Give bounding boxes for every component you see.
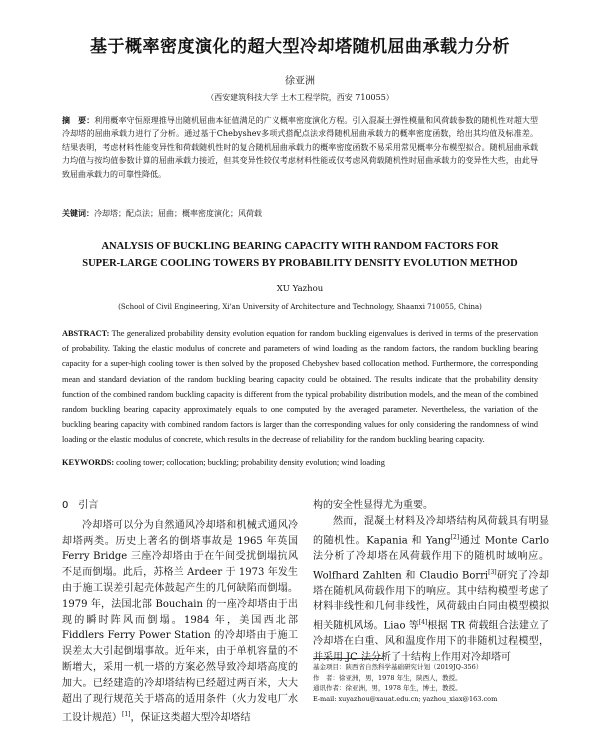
english-author: XU Yazhou bbox=[276, 284, 324, 294]
body-right-column bbox=[313, 498, 549, 666]
english-title-line-1: ANALYSIS OF BUCKLING BEARING CAPACITY WITH RANDOM FACTORS FOR bbox=[101, 241, 499, 252]
intro-paragraph-2-part-b: 通过 Monte Carlo 法分析了冷却塔在风荷载作用下的随机时域响应。Wolfhard Zahlten 和 Claudio Borri bbox=[313, 534, 550, 581]
chinese-abstract-label: 摘 要： bbox=[62, 115, 95, 125]
english-keywords-text: cooling tower; collocation; buckling; probability density evolution; wind loading bbox=[116, 458, 385, 467]
body-left-column bbox=[62, 498, 298, 726]
english-title bbox=[40, 238, 560, 272]
chinese-keywords-label: 关键词： bbox=[62, 208, 94, 218]
intro-paragraph-1-text: 冷却塔可以分为自然通风冷却塔和机械式通风冷却塔两类。历史上著名的倒塔事故是 1965 年英国 Ferry Bridge 三座冷却塔由于在午间受扰倒塌抗风不足而倒塌。此后，苏格兰 Ardeer 于 1973 年发生由于施工误差引起壳体鼓起产生的几何缺陷而倒塌。1979 年，法国北部 Bouchain 的一座冷却塔由于出现的瞬时阵风而倒塌。1984 年，美国西北部 Fiddlers Ferry Power Station 的冷却塔由于施工误差太大引起倒塌事故。近年来，由于单机容量的不断增大，采用一机一塔的方案必然导致冷却塔高度的加大。已经建造的冷却塔结构已经超过两百米，大大超出了现行规范关于塔高的适用条件（火力发电厂水工设计规范） bbox=[62, 519, 298, 724]
chinese-abstract-text: 利用概率守恒原理推导出随机屈曲本征值满足的广义概率密度演化方程。引入混凝土弹性模量和风荷载参数的随机性对超大型冷却塔的屈曲承载力进行了分析。通过基于Chebyshev多项式搭配点法求得随机屈曲承载力的概率密度函数，给出其均值及标准差。结果表明，考虑材料性能变异性和荷载随机性时的复合随机屈曲承载力的概率密度函数不易采用常见概率分布模型拟合。随机屈曲承载力均值与按均值参数计算的屈曲承载力接近，但其变异性较仅考虑材料性能或仅考虑风荷载随机性时屈曲承载力的变异性大些，由此导致屈曲承载力的可靠性降低。 bbox=[62, 116, 538, 179]
intro-paragraph-2-part-d: 根据 TR 荷载组合法建立了冷却塔在白重、风和温度作用下的非随机过程模型，并采用 JC 法分析了十结构上作用对冷却塔可 bbox=[313, 620, 550, 664]
footnote-funding: 基金项目：陕西省自然科学基础研究计划（2019JQ-356） bbox=[313, 663, 483, 671]
english-abstract-label: ABSTRACT: bbox=[62, 329, 110, 338]
intro-paragraph-2 bbox=[313, 514, 549, 666]
footnote-email: E-mail: xuyazhou@xauat.edu.cn; yazhou_xiax@163.com bbox=[313, 694, 498, 703]
footnote-author: 作 者：徐亚洲，男，1978 年生，陕西人，教授。 bbox=[313, 673, 462, 682]
section-heading-introduction: 0 引言 bbox=[62, 500, 99, 511]
chinese-keywords-text: 冷却塔；配点法；屈曲；概率密度演化；风荷载 bbox=[94, 209, 262, 218]
citation-ref-2[interactable]: [2] bbox=[450, 533, 460, 541]
citation-ref-1[interactable]: [1] bbox=[122, 711, 131, 719]
citation-ref-4[interactable]: [4] bbox=[418, 619, 428, 627]
chinese-keywords bbox=[62, 208, 538, 219]
intro-paragraph-1-tail: ，保证这类超大型冷却塔结 bbox=[130, 712, 251, 724]
citation-ref-3[interactable]: [3] bbox=[488, 568, 497, 576]
english-keywords-label: KEYWORDS: bbox=[62, 458, 115, 467]
intro-paragraph-1 bbox=[62, 518, 298, 727]
footnote-divider bbox=[313, 658, 383, 659]
english-keywords bbox=[62, 458, 538, 467]
english-abstract-text: The generalized probability density evolution equation for random buckling eigenvalues is derived in terms of the preservation of probability. Taking the elastic modulus of concrete and parameters of wind loading as the random factors, the random buckling bearing capacity for a super-high cooling tower is then solved by the proposed Chebyshev based collocation method. Furthermore, the corresponding mean and standard deviation of the random buckling bearing capacity could be obtained. The results indicate that the probability density function of the combined random buckling capacity is different from the typical probability distribution models, and the mean of the combined random buckling bearing capacity approximately equals to one computed by the averaged parameter. Nevertheless, the variation of the buckling bearing capacity with combined random factors is larger than the corresponding values for only considering the randomness of wind loading or the elastic modulus of concrete, which results in the decrease of reliability for the random buckling bearing capacity. bbox=[62, 329, 538, 445]
chinese-author: 徐亚洲 bbox=[285, 76, 315, 87]
intro-paragraph-continued: 构的安全性显得尤为重要。 bbox=[313, 500, 433, 511]
chinese-affiliation: （西安建筑科技大学 土木工程学院，西安 710055） bbox=[206, 93, 394, 102]
footnote bbox=[313, 662, 549, 704]
intro-paragraph-2-part-c: 研究了冷却塔在随机风荷载作用下的响应。其中结构模型考虑了材料非线性和几何非线性，风荷载由白同由模型模拟相关随机风场。Liao 等 bbox=[313, 569, 549, 632]
chinese-abstract bbox=[62, 114, 538, 181]
english-abstract bbox=[62, 326, 538, 448]
chinese-title: 基于概率密度演化的超大型冷却塔随机屈曲承载力分析 bbox=[90, 37, 510, 57]
footnote-corresponding: 通讯作者：徐亚洲，男，1978 年生，博士，教授。 bbox=[313, 684, 462, 692]
english-affiliation: (School of Civil Engineering, Xi'an University of Architecture and Technology, Shaanxi 710055, China) bbox=[118, 303, 482, 311]
intro-paragraph-2-part-a: 然而，混凝土材料及冷却塔结构风荷载具有明显的随机性。Kapania 和 Yang bbox=[313, 515, 549, 546]
english-title-line-2: SUPER-LARGE COOLING TOWERS BY PROBABILITY DENSITY EVOLUTION METHOD bbox=[82, 258, 518, 269]
